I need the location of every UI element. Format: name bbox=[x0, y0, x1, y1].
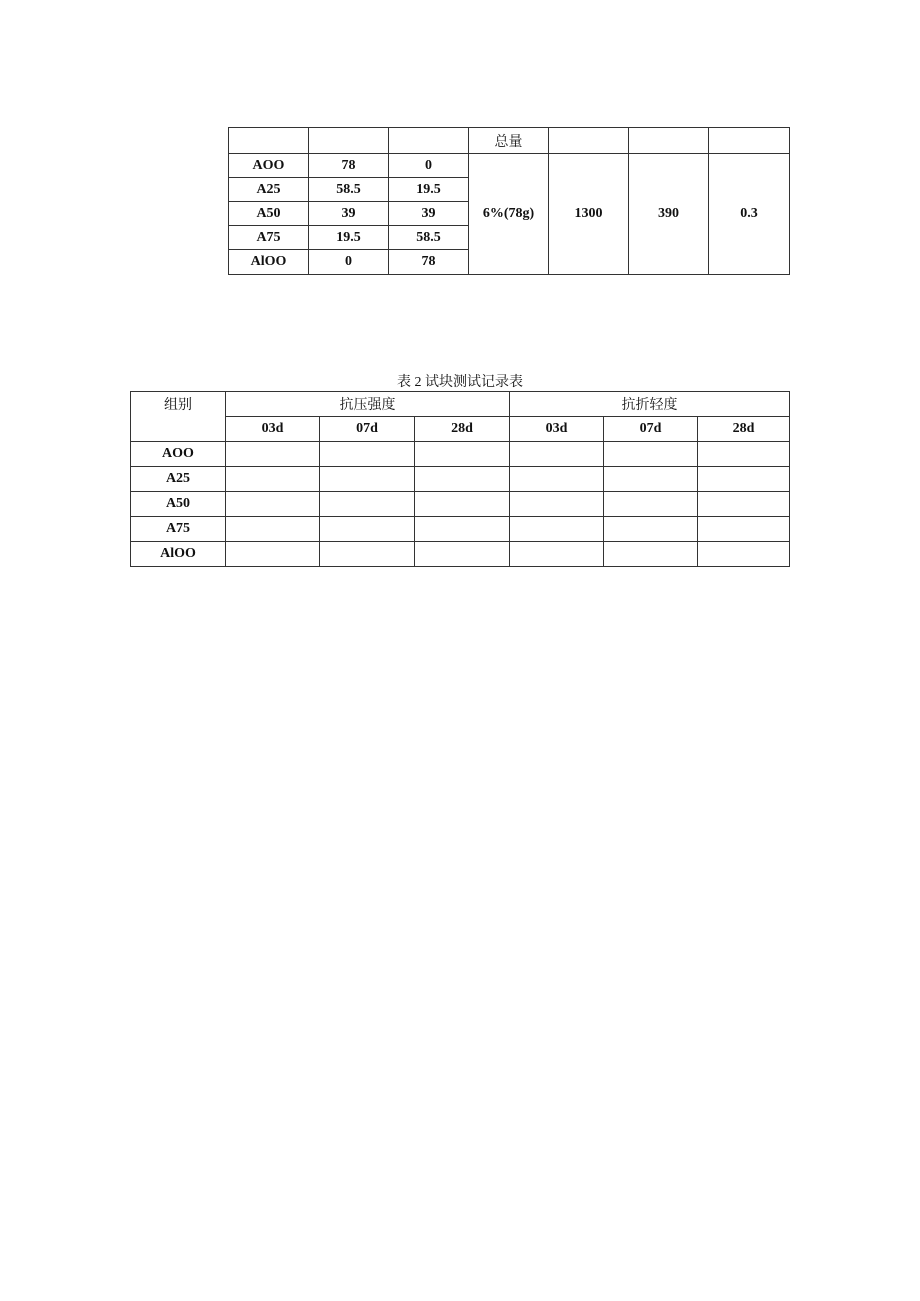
age-header: 07d bbox=[604, 417, 698, 442]
value-cell: 0 bbox=[309, 250, 389, 275]
empty-cell bbox=[226, 542, 320, 567]
empty-cell bbox=[604, 467, 698, 492]
empty-cell bbox=[415, 467, 510, 492]
table-row bbox=[131, 542, 790, 567]
group-cell: AlOO bbox=[229, 250, 309, 275]
header-cell bbox=[389, 128, 469, 154]
value-cell: 39 bbox=[309, 202, 389, 226]
empty-cell bbox=[320, 442, 415, 467]
group-cell: A50 bbox=[131, 492, 226, 517]
table-row bbox=[131, 492, 790, 517]
empty-cell bbox=[698, 442, 790, 467]
table-row bbox=[131, 517, 790, 542]
empty-cell bbox=[320, 542, 415, 567]
specimen-test-record-table bbox=[130, 391, 790, 567]
group-cell: A75 bbox=[131, 517, 226, 542]
value-cell: 78 bbox=[389, 250, 469, 275]
value-cell: 0 bbox=[389, 154, 469, 178]
table-subheader-row bbox=[131, 417, 790, 442]
empty-cell bbox=[698, 542, 790, 567]
table-header-row bbox=[131, 392, 790, 417]
age-header: 28d bbox=[698, 417, 790, 442]
merged-value-cell: 0.3 bbox=[709, 154, 790, 275]
empty-cell bbox=[226, 492, 320, 517]
empty-cell bbox=[226, 467, 320, 492]
header-cell bbox=[709, 128, 790, 154]
empty-cell bbox=[510, 467, 604, 492]
table-row bbox=[131, 442, 790, 467]
group-cell: A50 bbox=[229, 202, 309, 226]
header-cell bbox=[309, 128, 389, 154]
empty-cell bbox=[698, 492, 790, 517]
table-row bbox=[229, 154, 790, 178]
group-cell: AlOO bbox=[131, 542, 226, 567]
total-cell: 6%(78g) bbox=[469, 154, 549, 275]
empty-cell bbox=[415, 517, 510, 542]
value-cell: 39 bbox=[389, 202, 469, 226]
value-cell: 58.5 bbox=[309, 178, 389, 202]
empty-cell bbox=[604, 542, 698, 567]
table-caption: 表 2 试块测试记录表 bbox=[397, 375, 523, 390]
group-cell: A75 bbox=[229, 226, 309, 250]
empty-cell bbox=[698, 467, 790, 492]
value-cell: 19.5 bbox=[309, 226, 389, 250]
age-header: 03d bbox=[510, 417, 604, 442]
age-header: 28d bbox=[415, 417, 510, 442]
empty-cell bbox=[510, 517, 604, 542]
mix-proportion-table bbox=[228, 127, 790, 275]
group-cell: A25 bbox=[229, 178, 309, 202]
empty-cell bbox=[510, 442, 604, 467]
value-cell: 58.5 bbox=[389, 226, 469, 250]
empty-cell bbox=[604, 517, 698, 542]
header-cell-total: 总量 bbox=[469, 128, 549, 154]
empty-cell bbox=[415, 492, 510, 517]
group-cell: AOO bbox=[131, 442, 226, 467]
empty-cell bbox=[320, 492, 415, 517]
table-header-row bbox=[229, 128, 790, 154]
empty-cell bbox=[226, 442, 320, 467]
empty-cell bbox=[604, 492, 698, 517]
empty-cell bbox=[698, 517, 790, 542]
empty-cell bbox=[320, 467, 415, 492]
empty-cell bbox=[604, 442, 698, 467]
empty-cell bbox=[415, 442, 510, 467]
empty-cell bbox=[320, 517, 415, 542]
value-cell: 19.5 bbox=[389, 178, 469, 202]
flexural-strength-header: 抗折轻度 bbox=[510, 392, 790, 417]
compressive-strength-header: 抗压强度 bbox=[226, 392, 510, 417]
merged-value-cell: 390 bbox=[629, 154, 709, 275]
empty-cell bbox=[510, 542, 604, 567]
group-cell: AOO bbox=[229, 154, 309, 178]
value-cell: 78 bbox=[309, 154, 389, 178]
age-header: 07d bbox=[320, 417, 415, 442]
table-row bbox=[131, 467, 790, 492]
header-cell bbox=[629, 128, 709, 154]
header-cell bbox=[549, 128, 629, 154]
group-header: 组别 bbox=[131, 392, 226, 442]
empty-cell bbox=[226, 517, 320, 542]
age-header: 03d bbox=[226, 417, 320, 442]
group-cell: A25 bbox=[131, 467, 226, 492]
header-cell bbox=[229, 128, 309, 154]
empty-cell bbox=[510, 492, 604, 517]
empty-cell bbox=[415, 542, 510, 567]
merged-value-cell: 1300 bbox=[549, 154, 629, 275]
